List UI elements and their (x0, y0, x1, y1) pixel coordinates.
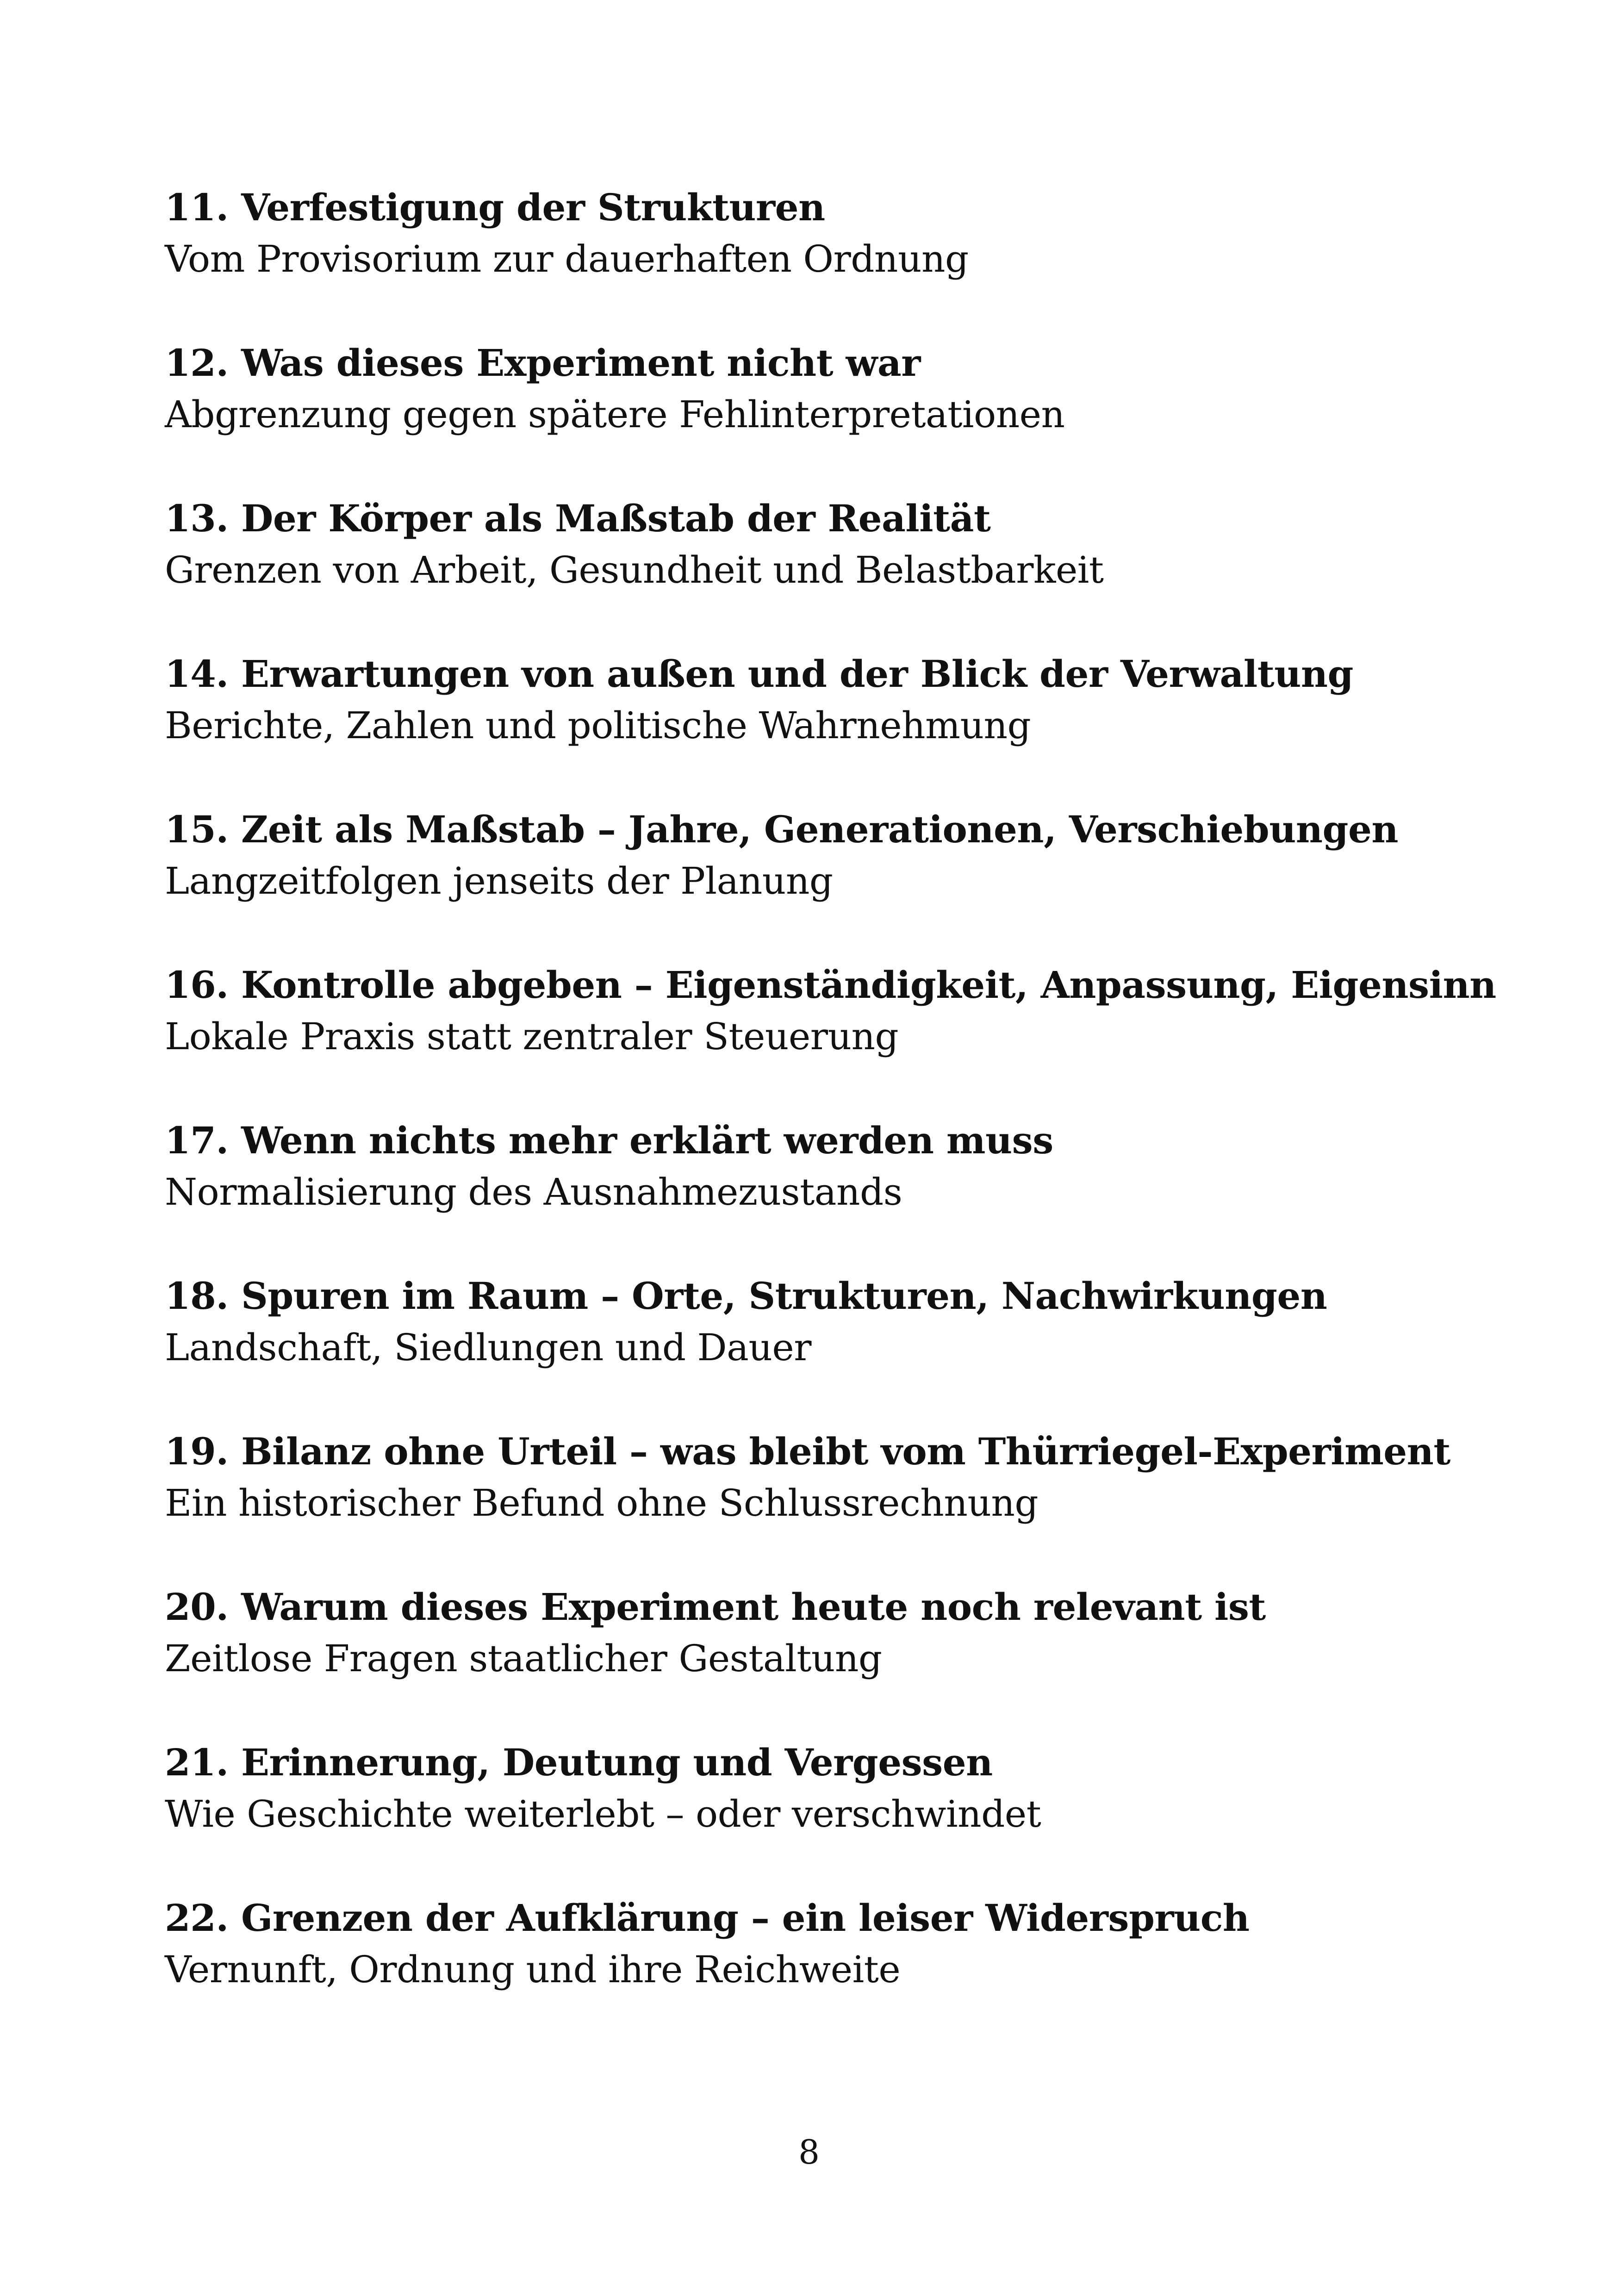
toc-entry-15 (165, 803, 1553, 959)
toc-entry-subtitle: Zeitlose Fragen staatlicher Gestaltung (165, 1637, 882, 1680)
table-of-contents (165, 181, 1553, 2047)
toc-entry-19 (165, 1425, 1553, 1581)
page-number: 8 (798, 2133, 820, 2172)
toc-entry-title: 21. Erinnerung, Deutung und Vergessen (165, 1741, 993, 1784)
toc-entry-title: 20. Warum dieses Experiment heute noch relevant ist (165, 1585, 1266, 1629)
toc-entry-14 (165, 648, 1553, 803)
toc-entry-subtitle: Landschaft, Siedlungen und Dauer (165, 1326, 811, 1369)
toc-entry-subtitle: Berichte, Zahlen und politische Wahrnehmung (165, 704, 1031, 747)
toc-entry-11 (165, 181, 1553, 337)
toc-entry-title: 11. Verfestigung der Strukturen (165, 186, 825, 229)
toc-entry-title: 14. Erwartungen von außen und der Blick der Verwaltung (165, 652, 1353, 696)
toc-entry-subtitle: Grenzen von Arbeit, Gesundheit und Belastbarkeit (165, 548, 1104, 591)
toc-entry-subtitle: Wie Geschichte weiterlebt – oder verschwindet (165, 1792, 1041, 1836)
toc-entry-17 (165, 1114, 1553, 1270)
toc-entry-22 (165, 1892, 1553, 2047)
toc-entry-title: 18. Spuren im Raum – Orte, Strukturen, Nachwirkungen (165, 1274, 1327, 1318)
toc-entry-subtitle: Vom Provisorium zur dauerhaften Ordnung (165, 237, 969, 280)
toc-entry-subtitle: Langzeitfolgen jenseits der Planung (165, 859, 833, 902)
toc-entry-title: 15. Zeit als Maßstab – Jahre, Generationen, Verschiebungen (165, 808, 1399, 851)
toc-entry-title: 12. Was dieses Experiment nicht war (165, 341, 921, 385)
toc-entry-subtitle: Normalisierung des Ausnahmezustands (165, 1170, 902, 1213)
toc-entry-title: 19. Bilanz ohne Urteil – was bleibt vom Thürriegel-Experiment (165, 1430, 1450, 1473)
toc-entry-title: 16. Kontrolle abgeben – Eigenständigkeit, Anpassung, Eigensinn (165, 963, 1496, 1007)
toc-entry-16 (165, 959, 1553, 1114)
toc-entry-title: 17. Wenn nichts mehr erklärt werden muss (165, 1119, 1053, 1162)
toc-entry-subtitle: Abgrenzung gegen spätere Fehlinterpretationen (165, 393, 1065, 436)
toc-entry-subtitle: Lokale Praxis statt zentraler Steuerung (165, 1015, 899, 1058)
toc-entry-subtitle: Vernunft, Ordnung und ihre Reichweite (165, 1948, 901, 1991)
toc-entry-20 (165, 1581, 1553, 1736)
toc-entry-title: 22. Grenzen der Aufklärung – ein leiser Widerspruch (165, 1896, 1250, 1940)
toc-entry-21 (165, 1736, 1553, 1892)
toc-entry-13 (165, 492, 1553, 648)
toc-entry-subtitle: Ein historischer Befund ohne Schlussrechnung (165, 1481, 1039, 1524)
toc-entry-18 (165, 1270, 1553, 1425)
toc-entry-title: 13. Der Körper als Maßstab der Realität (165, 497, 991, 540)
toc-entry-12 (165, 337, 1553, 492)
